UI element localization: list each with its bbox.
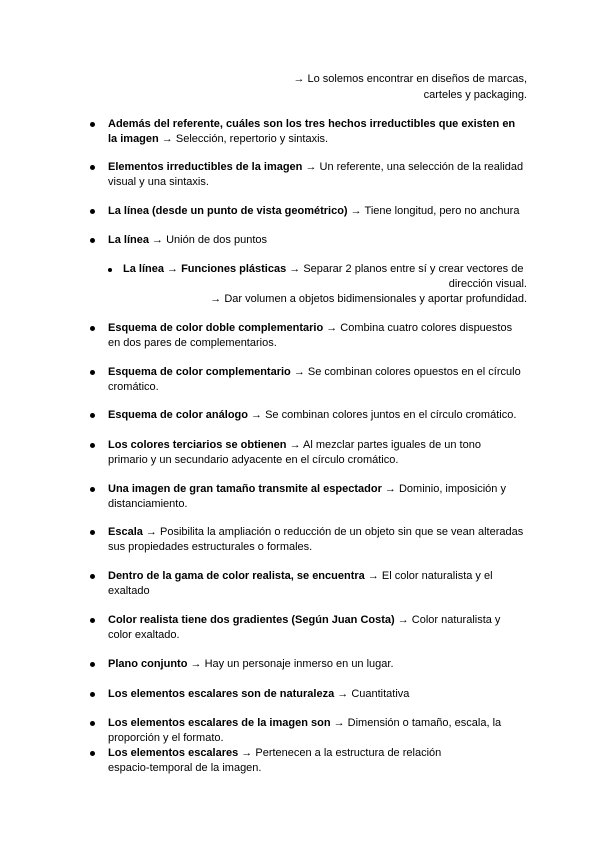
item-13-line-1: Plano conjunto → Hay un personaje inmerso en un lugar.: [108, 658, 394, 670]
intro-line-2: carteles y packaging.: [423, 89, 527, 101]
bullet: [90, 618, 95, 623]
item-12-line-1: Color realista tiene dos gradientes (Según Juan Costa) → Color naturalista y: [108, 614, 501, 626]
item-10-line-1: Escala → Posibilita la ampliación o reducción de un objeto sin que se vean alteradas: [108, 526, 524, 538]
bullet: [90, 751, 95, 756]
item-5-line-2: en dos pares de complementarios.: [108, 337, 277, 349]
item-7-line-1: Esquema de color análogo → Se combinan colores juntos en el círculo cromático.: [108, 409, 517, 421]
bullet: [90, 662, 95, 667]
item-14-line-1: Los elementos escalares son de naturaleza → Cuantitativa: [108, 688, 410, 700]
intro-line-1: → Lo solemos encontrar en diseños de marcas,: [293, 73, 527, 85]
bullet: [90, 574, 95, 579]
item-10-line-2: sus propiedades estructurales o formales.: [108, 541, 313, 553]
item-15-line-2: proporción y el formato.: [108, 732, 224, 744]
bullet: [90, 326, 95, 331]
item-6-line-1: Esquema de color complementario → Se combinan colores opuestos en el círculo: [108, 366, 521, 378]
item-9-line-1: Una imagen de gran tamaño transmite al espectador → Dominio, imposición y: [108, 483, 506, 495]
bullet: [90, 370, 95, 375]
bullet: [90, 721, 95, 726]
bullet: [90, 530, 95, 535]
bullet: [90, 122, 95, 127]
item-1-line-2: visual y una sintaxis.: [108, 176, 209, 188]
item-0-line-2: la imagen → Selección, repertorio y sintaxis.: [108, 133, 329, 145]
item-8-line-2: primario y un secundario adyacente en el círculo cromático.: [108, 454, 399, 466]
item-6-line-2: cromático.: [108, 381, 159, 393]
bullet: [90, 238, 95, 243]
item-1-line-1: Elementos irreductibles de la imagen → Un referente, una selección de la realidad: [108, 161, 524, 173]
item-8-line-1: Los colores terciarios se obtienen → Al mezclar partes iguales de un tono: [108, 439, 481, 451]
item-11-line-1: Dentro de la gama de color realista, se encuentra → El color naturalista y el: [108, 570, 493, 582]
item-4-line-1: La línea → Funciones plásticas → Separar 2 planos entre sí y crear vectores de: [123, 263, 524, 275]
item-15-line-1: Los elementos escalares de la imagen son → Dimensión o tamaño, escala, la: [108, 717, 502, 729]
bullet: [90, 209, 95, 214]
item-9-line-2: distanciamiento.: [108, 498, 188, 510]
item-0-line-1: Además del referente, cuáles son los tres hechos irreductibles que existen en: [108, 118, 516, 130]
bullet: [90, 413, 95, 418]
bullet: [90, 487, 95, 492]
item-3-line-1: La línea → Unión de dos puntos: [108, 234, 267, 246]
bullet: [90, 692, 95, 697]
bullet: [90, 165, 95, 170]
item-4-line-3: → Dar volumen a objetos bidimensionales y aportar profundidad.: [210, 293, 527, 305]
item-16-line-2: espacio-temporal de la imagen.: [108, 762, 262, 774]
item-5-line-1: Esquema de color doble complementario → Combina cuatro colores dispuestos: [108, 322, 513, 334]
item-2-line-1: La línea (desde un punto de vista geométrico) → Tiene longitud, pero no anchura: [108, 205, 520, 217]
bullet: [90, 443, 95, 448]
item-16-line-1: Los elementos escalares → Pertenecen a la estructura de relación: [108, 747, 442, 759]
item-11-line-2: exaltado: [108, 585, 150, 597]
item-4-line-2: dirección visual.: [448, 278, 527, 290]
item-12-line-2: color exaltado.: [108, 629, 180, 641]
sub-bullet: [108, 268, 112, 272]
